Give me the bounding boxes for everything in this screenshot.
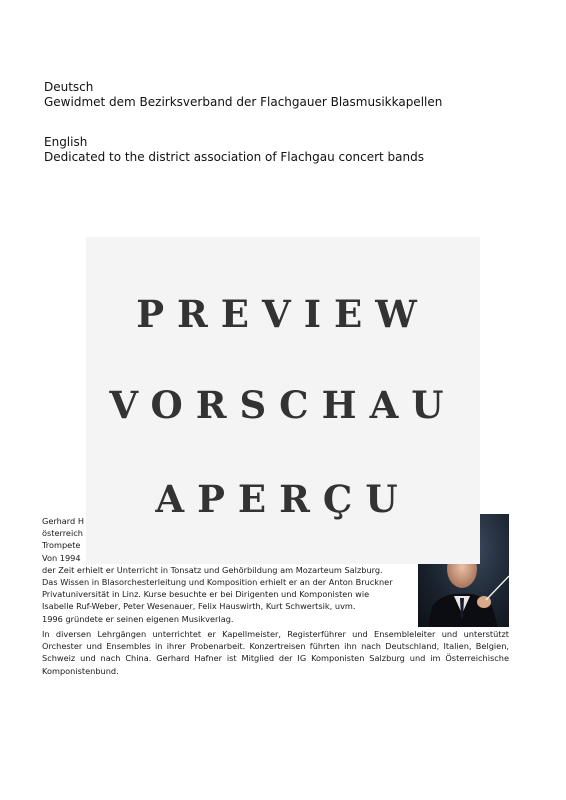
dedication-english-text: Dedicated to the district association of Flachgau concert bands [44,150,424,164]
biography-line: Das Wissen in Blasorchesterleitung und Komposition erhielt er an der Anton Bruckner [42,577,393,588]
biography-paragraph-2 [42,628,509,677]
biography-line: Trompete [42,540,81,551]
dedication-english [44,135,424,165]
biography-line: der Zeit erhielt er Unterricht in Tonsatz und Gehörbildung am Mozarteum Salzburg. [42,564,383,575]
dedication-german-text: Gewidmet dem Bezirksverband der Flachgauer Blasmusikkapellen [44,95,443,109]
dedication-german [44,80,442,110]
biography-line: Isabelle Ruf-Weber, Peter Wesenauer, Felix Hauswirth, Kurt Schwertsik, uvm. [42,601,356,612]
preview-watermark-overlay [86,237,480,564]
biography-line: österreich [42,528,83,539]
biography-paragraph-2-text: In diversen Lehrgängen unterrichtet er Kapellmeister, Registerführer und Ensembleleiter und unterstützt Orchester und Ensembles in ihrer Probenarbeit. Konzertreisen führten ihn nach Deutschland, Italien, Belgien, Schweiz und nach China. Gerhard Hafner ist Mitglied der IG Komponisten Salzburg und im Österreichische Komponistenbund. [42,629,509,676]
biography-line: Von 1994 [42,552,81,563]
biography-line: Privatuniversität in Linz. Kurse besuchte er bei Dirigenten und Komponisten wie [42,589,370,600]
watermark-apercu: APERÇU [155,477,411,521]
dedication-german-label: Deutsch [44,80,94,94]
biography-line: 1996 gründete er seinen eigenen Musikverlag. [42,613,234,624]
biography-line: Gerhard H [42,516,84,526]
watermark-preview: PREVIEW [136,292,430,336]
dedication-english-label: English [44,135,88,149]
watermark-vorschau: VORSCHAU [109,383,457,427]
